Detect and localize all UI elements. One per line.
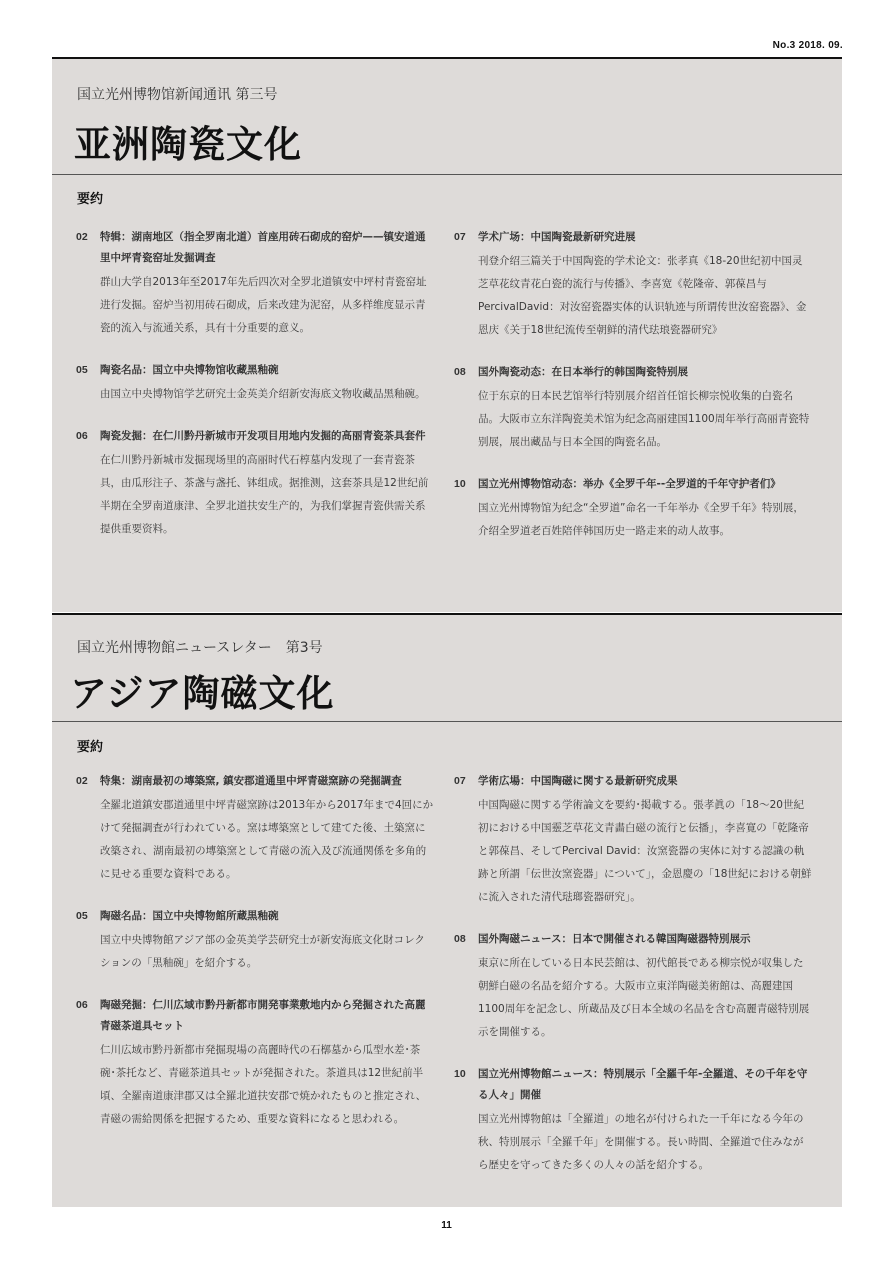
item-number: 06 (76, 999, 88, 1011)
list-item (76, 426, 434, 541)
item-number: 07 (454, 231, 466, 243)
list-item (76, 227, 434, 340)
japanese-left-column (76, 771, 434, 1151)
chinese-left-column (76, 227, 434, 561)
list-item (76, 771, 434, 886)
item-title: 陶磁名品：国立中央博物館所蔵黒釉碗 (100, 910, 279, 922)
item-number: 10 (454, 478, 466, 490)
japanese-subtitle: 国立光州博物館ニュースレター 第3号 (77, 640, 323, 656)
item-number: 08 (454, 366, 466, 378)
japanese-newsletter-section (52, 615, 842, 1207)
japanese-title-rule (52, 721, 842, 722)
item-title: 国外陶瓷动态：在日本举行的韩国陶瓷特别展 (478, 366, 688, 378)
item-body: 国立光州博物館は「全羅道」の地名が付けられた一千年になる今年の秋、特別展示「全羅千年」を開催する。長い時間、全羅道で住みながら歴史を守ってきた多くの人々の話を紹介する。 (478, 1113, 804, 1171)
item-number: 10 (454, 1068, 466, 1080)
japanese-right-column (454, 771, 812, 1197)
item-title: 学术广场：中国陶瓷最新研究进展 (478, 231, 636, 243)
item-body: 中国陶磁に関する学術論文を要約･掲載する。張孝眞の「18～20世紀初における中国靈芝草花文青畵白磁の流行と伝播」，李喜寛の「乾隆帝と郭葆昌、そしてPercival David：汝窯瓷器の実体に対する認識の軌跡と所謂「伝世汝窯瓷器」について」，金恩慶の「18世紀における朝鮮に流入された清代琺瑯瓷器研究」。 (478, 799, 812, 903)
chinese-summary-label: 要约 (77, 192, 104, 207)
item-title: 国外陶磁ニュース：日本で開催される韓国陶磁器特別展示 (478, 933, 751, 945)
item-number: 05 (76, 910, 88, 922)
item-title: 特集：湖南最初の塼築窯, 鎮安郡道通里中坪青磁窯跡の発掘調査 (100, 775, 402, 787)
item-body: 位于东京的日本民艺馆举行特别展介绍首任馆长柳宗悦收集的白瓷名品。大阪市立东洋陶瓷美术馆为纪念高丽建国1100周年举行高丽青瓷特别展，展出藏品与日本全国的陶瓷名品。 (478, 390, 810, 448)
japanese-summary-label: 要約 (77, 740, 104, 755)
chinese-subtitle: 国立光州博物馆新闻通讯 第三号 (77, 87, 278, 103)
list-item (454, 227, 812, 342)
item-body: 国立光州博物馆为纪念“全罗道”命名一千年举办《全罗千年》特别展，介绍全罗道老百姓陪伴韩国历史一路走来的动人故事。 (478, 502, 804, 537)
item-title: 陶磁発掘：仁川広域市黔丹新都市開発事業敷地内から発掘された高麗青磁茶道具セット (100, 999, 426, 1032)
list-item (76, 360, 434, 406)
item-number: 02 (76, 231, 88, 243)
item-body: 在仁川黔丹新城市发掘现场里的高丽时代石椁墓内发现了一套青瓷茶具，由瓜形注子、茶盏与盏托、钵组成。据推测，这套茶具是12世纪前半期在全罗南道康津、全罗北道扶安生产的，为我们掌握青瓷供需关系提供重要资料。 (100, 454, 429, 535)
item-body: 国立中央博物館アジア部の金英美学芸研究士が新安海底文化財コレクションの「黒釉碗」を紹介する。 (100, 934, 425, 969)
item-body: 刊登介绍三篇关于中国陶瓷的学术论文：张孝真《18-20世纪初中国灵芝草花纹青花白瓷的流行与传播》、李喜宽《乾隆帝、郭葆昌与PercivalDavid：对汝窑瓷器实体的认识轨迹与所谓传世汝窑瓷器》、金恩庆《关于18世纪流传至朝鲜的清代珐琅瓷器研究》 (478, 255, 807, 336)
item-title: 国立光州博物馆动态：举办《全罗千年--全罗道的千年守护者们》 (478, 478, 781, 490)
issue-number: No.3 2018. 09. (772, 40, 843, 51)
list-item (76, 995, 434, 1131)
item-body: 仁川広域市黔丹新都市発掘現場の高麗時代の石槨墓から瓜型水差･茶碗･茶托など、青磁茶道具セットが発掘された。茶道具は12世紀前半頃、全羅南道康津郡又は全羅北道扶安郡で焼かれたものと推定され、青磁の需給関係を把握するため、重要な資料になると思われる。 (100, 1044, 427, 1125)
chinese-right-column (454, 227, 812, 563)
list-item (76, 906, 434, 975)
item-number: 05 (76, 364, 88, 376)
japanese-title: アジア陶磁文化 (70, 672, 335, 715)
list-item (454, 474, 812, 543)
item-body: 由国立中央博物馆学艺研究士金英美介绍新安海底文物收藏品黑釉碗。 (100, 388, 426, 400)
item-title: 特辑：湖南地区（指全罗南北道）首座用砖石砌成的窑炉——镇安道通里中坪青瓷窑址发掘调查 (100, 231, 426, 264)
item-title: 国立光州博物館ニュース：特別展示「全羅千年-全羅道、その千年を守る人々」開催 (478, 1068, 808, 1101)
item-number: 02 (76, 775, 88, 787)
item-body: 全羅北道鎮安郡道通里中坪青磁窯跡は2013年から2017年まで4回にかけて発掘調査が行われている。窯は塼築窯として建てた後、土築窯に改築され、湖南最初の塼築窯として青磁の流入及び流通関係を多角的に見せる重要な資料である。 (100, 799, 434, 880)
item-body: 東京に所在している日本民芸館は、初代館長である柳宗悦が収集した朝鮮白磁の名品を紹介する。大阪市立東洋陶磁美術館は、高麗建国1100周年を記念し、所蔵品及び日本全域の名品を含む高麗青磁特別展示を開催する。 (478, 957, 810, 1038)
list-item (454, 929, 812, 1044)
item-title: 陶瓷名品：国立中央博物馆收藏黑釉碗 (100, 364, 279, 376)
item-body: 群山大学自2013年至2017年先后四次对全罗北道镇安中坪村青瓷窑址进行发掘。窑炉当初用砖石砌成，后来改建为泥窑，从多样维度显示青瓷的流入与流通关系，具有十分重要的意义。 (100, 276, 427, 334)
chinese-newsletter-section (52, 59, 842, 612)
item-title: 陶瓷发掘：在仁川黔丹新城市开发项目用地内发掘的高丽青瓷茶具套件 (100, 430, 426, 442)
list-item (454, 362, 812, 454)
list-item (454, 1064, 812, 1177)
item-title: 学術広場：中国陶磁に関する最新研究成果 (478, 775, 678, 787)
list-item (454, 771, 812, 909)
chinese-title: 亚洲陶瓷文化 (74, 123, 302, 166)
page-number: 11 (441, 1220, 452, 1231)
chinese-title-rule (52, 174, 842, 175)
item-number: 06 (76, 430, 88, 442)
item-number: 08 (454, 933, 466, 945)
item-number: 07 (454, 775, 466, 787)
